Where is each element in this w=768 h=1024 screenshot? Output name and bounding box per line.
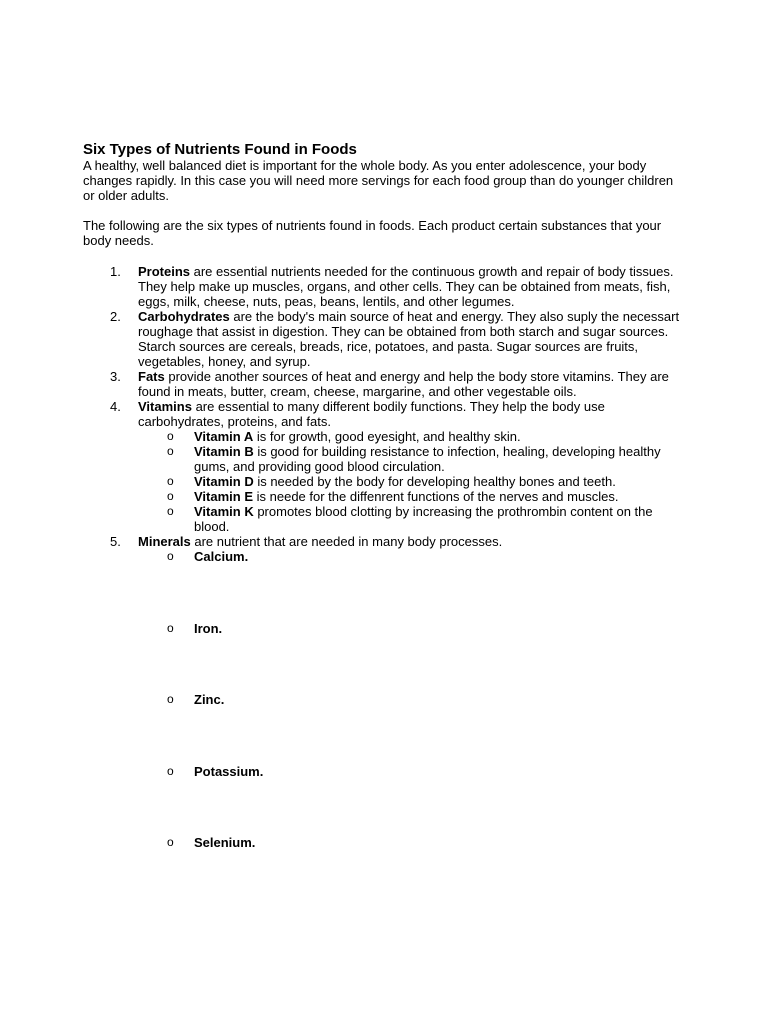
sub-item-calcium bbox=[83, 549, 688, 621]
sub-item-potassium bbox=[83, 764, 688, 836]
nutrient-term: Carbohydrates bbox=[138, 309, 230, 324]
list-number: 2. bbox=[110, 309, 121, 324]
vitamin-description: promotes blood clotting by increasing the prothrombin content on the blood. bbox=[194, 504, 653, 534]
vitamin-term: Vitamin A bbox=[194, 429, 254, 444]
vitamin-term: Vitamin E bbox=[194, 489, 254, 504]
sub-item-vitamin-d bbox=[83, 474, 688, 489]
vitamin-description: is neede for the diffenrent functions of the nerves and muscles. bbox=[253, 489, 619, 504]
vitamin-term: Vitamin D bbox=[194, 474, 254, 489]
vitamin-description: is needed by the body for developing healthy bones and teeth. bbox=[253, 474, 616, 489]
hollow-bullet-icon: o bbox=[167, 504, 174, 518]
sub-item-vitamin-a bbox=[83, 429, 688, 444]
hollow-bullet-icon: o bbox=[167, 620, 174, 635]
list-number: 3. bbox=[110, 369, 121, 384]
vitamin-term: Vitamin K bbox=[194, 504, 254, 519]
sub-item-selenium bbox=[83, 835, 688, 850]
hollow-bullet-icon: o bbox=[167, 489, 174, 503]
list-number: 5. bbox=[110, 534, 121, 549]
vitamin-description: is for growth, good eyesight, and healthy skin. bbox=[253, 429, 521, 444]
mineral-term: Calcium. bbox=[194, 549, 249, 564]
hollow-bullet-icon: o bbox=[167, 763, 174, 778]
nutrient-term: Vitamins bbox=[138, 399, 192, 414]
nutrient-list bbox=[83, 264, 688, 850]
nutrient-description: are nutrient that are needed in many body processes. bbox=[190, 534, 503, 549]
document-page bbox=[83, 141, 688, 850]
list-item-vitamins bbox=[83, 399, 688, 534]
hollow-bullet-icon: o bbox=[167, 444, 174, 458]
nutrient-description: provide another sources of heat and energy and help the body store vitamins. They are found in meats, butter, cream, cheese, margarine, and other vegestable oils. bbox=[138, 369, 669, 399]
mineral-term: Iron. bbox=[194, 620, 223, 636]
nutrient-description: are essential to many different bodily functions. They help the body use carbohydrates, proteins, and fats. bbox=[138, 399, 605, 429]
hollow-bullet-icon: o bbox=[167, 835, 174, 849]
nutrient-term: Proteins bbox=[138, 264, 191, 279]
nutrient-term: Fats bbox=[138, 369, 165, 384]
hollow-bullet-icon: o bbox=[167, 429, 174, 443]
sub-item-vitamin-e bbox=[83, 489, 688, 504]
sub-item-vitamin-k bbox=[83, 504, 688, 534]
sub-item-vitamin-b bbox=[83, 444, 688, 474]
mineral-sublist bbox=[138, 549, 688, 850]
mineral-term: Zinc. bbox=[194, 692, 225, 707]
sub-item-iron bbox=[83, 621, 688, 693]
list-item-minerals bbox=[83, 534, 688, 850]
intro-paragraph: A healthy, well balanced diet is important for the whole body. As you enter adolescence, your body changes rapidly. In this case you will need more servings for each food group than do younger children or older adults. bbox=[83, 158, 674, 203]
vitamin-term: Vitamin B bbox=[194, 444, 254, 459]
nutrient-description: are essential nutrients needed for the continuous growth and repair of body tissues. They help make up muscles, organs, and other cells. They can be obtained from meats, fish, eggs, milk, cheese, nuts, peas, beans, lentils, and other legumes. bbox=[138, 264, 674, 309]
document-title: Six Types of Nutrients Found in Foods bbox=[83, 141, 357, 158]
nutrient-term: Minerals bbox=[138, 534, 191, 549]
list-item-proteins bbox=[83, 264, 688, 309]
vitamin-description: is good for building resistance to infection, healing, developing healthy gums, and providing good blood circulation. bbox=[194, 444, 661, 474]
list-number: 1. bbox=[110, 264, 121, 279]
mineral-term: Potassium. bbox=[194, 763, 264, 779]
lead-paragraph: The following are the six types of nutrients found in foods. Each product certain substances that your body needs. bbox=[83, 218, 662, 248]
hollow-bullet-icon: o bbox=[167, 474, 174, 488]
nutrient-description: are the body's main source of heat and energy. They also suply the necessart roughage that assist in digestion. They can be obtained from both starch and sugar sources. Starch sources are cereals, breads, rice, potatoes, and pasta. Sugar sources are fruits, vegetables, honey, and syrup. bbox=[138, 309, 680, 369]
hollow-bullet-icon: o bbox=[167, 692, 174, 706]
mineral-term: Selenium. bbox=[194, 835, 256, 850]
list-item-fats bbox=[83, 369, 688, 399]
list-item-carbohydrates bbox=[83, 309, 688, 369]
sub-item-zinc bbox=[83, 692, 688, 764]
list-number: 4. bbox=[110, 399, 121, 414]
hollow-bullet-icon: o bbox=[167, 549, 174, 563]
vitamin-sublist bbox=[138, 429, 688, 534]
